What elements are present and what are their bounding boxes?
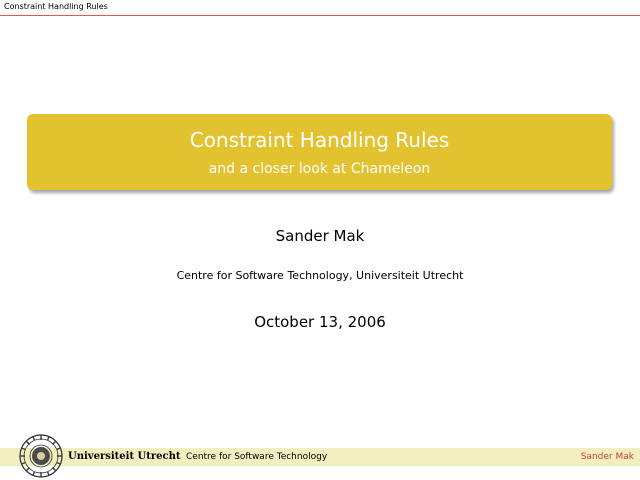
presentation-title: Constraint Handling Rules <box>189 128 450 152</box>
author-name: Sander Mak <box>275 227 365 245</box>
header-divider <box>0 15 640 16</box>
institute-name: Centre for Software Technology, Universiteit Utrecht <box>176 269 464 282</box>
university-seal-icon <box>17 432 65 480</box>
footer-university: Universiteit Utrecht <box>68 451 181 462</box>
title-block <box>27 114 612 190</box>
presentation-subtitle: and a closer look at Chameleon <box>208 161 431 177</box>
footer-centre: Centre for Software Technology <box>186 452 328 462</box>
footer-author: Sander Mak <box>580 452 634 462</box>
header-short-title: Constraint Handling Rules <box>4 2 108 11</box>
slide-header <box>0 0 640 16</box>
presentation-date: October 13, 2006 <box>254 313 386 331</box>
